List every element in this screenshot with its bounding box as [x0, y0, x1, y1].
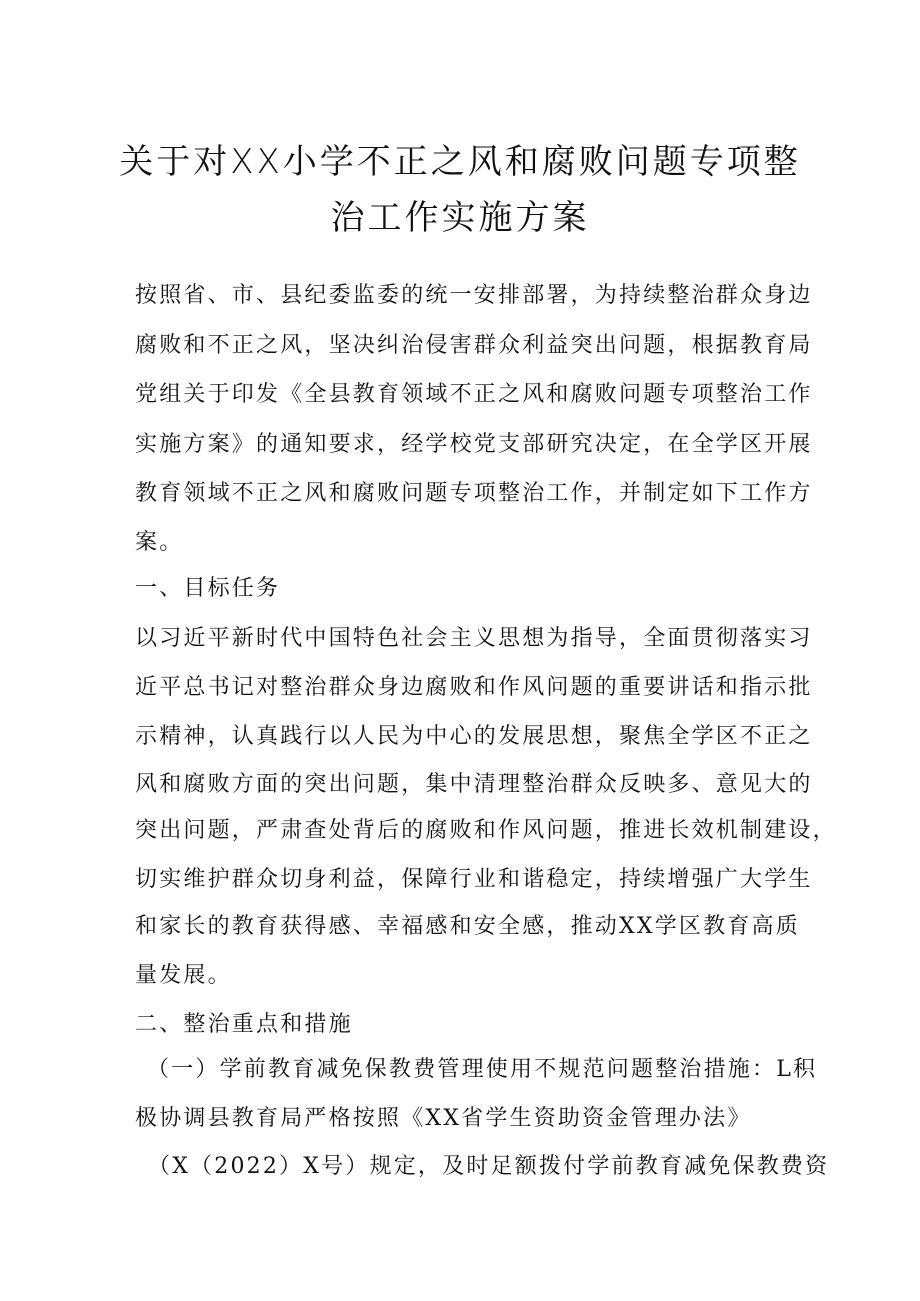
body-line: 教育领域不正之风和腐败问题专项整治工作，并制定如下工作方: [135, 481, 813, 506]
body-line: 党组关于印发《全县教育领域不正之风和腐败问题专项整治工作: [135, 382, 813, 407]
body-line: 以习近平新时代中国特色社会主义思想为指导，全面贯彻落实习: [135, 626, 813, 651]
document-title-line-1: 关于对XX小学不正之风和腐败问题专项整: [119, 142, 801, 182]
document-title-line-2: 治工作实施方案: [330, 198, 590, 238]
body-line: 和家长的教育获得感、幸福感和安全感，推动XX学区教育高质: [135, 914, 800, 939]
body-line: 腐败和不正之风，坚决纠治侵害群众利益突出问题，根据教育局: [135, 333, 813, 358]
body-line: 量发展。: [135, 963, 232, 988]
body-line: 案。: [135, 530, 184, 555]
section-heading: 一、目标任务: [135, 576, 281, 601]
body-line: 极协调县教育局严格按照《XX省学生资助资金管理办法》: [135, 1106, 752, 1131]
section-heading: 二、整治重点和措施: [135, 1012, 353, 1037]
body-line: 近平总书记对整治群众身边腐败和作风问题的重要讲话和指示批: [135, 675, 813, 700]
body-line: 风和腐败方面的突出问题，集中清理整治群众反映多、意见大的: [135, 772, 813, 797]
body-line: 切实维护群众切身利益，保障行业和谐稳定，持续增强广大学生: [135, 867, 813, 892]
body-line: （X（2022）X号）规定，及时足额拨付学前教育减免保教费资: [148, 1154, 830, 1179]
body-line: 示精神，认真践行以人民为中心的发展思想，聚焦全学区不正之: [135, 724, 813, 749]
body-line: 实施方案》的通知要求，经学校党支部研究决定，在全学区开展: [135, 432, 813, 457]
body-line: （一）学前教育减免保教费管理使用不规范问题整治措施：L积: [147, 1057, 818, 1082]
body-line: 突出问题，严肃查处背后的腐败和作风问题，推进长效机制建设，: [135, 818, 837, 843]
body-line: 按照省、市、县纪委监委的统一安排部署，为持续整治群众身边: [135, 283, 813, 308]
